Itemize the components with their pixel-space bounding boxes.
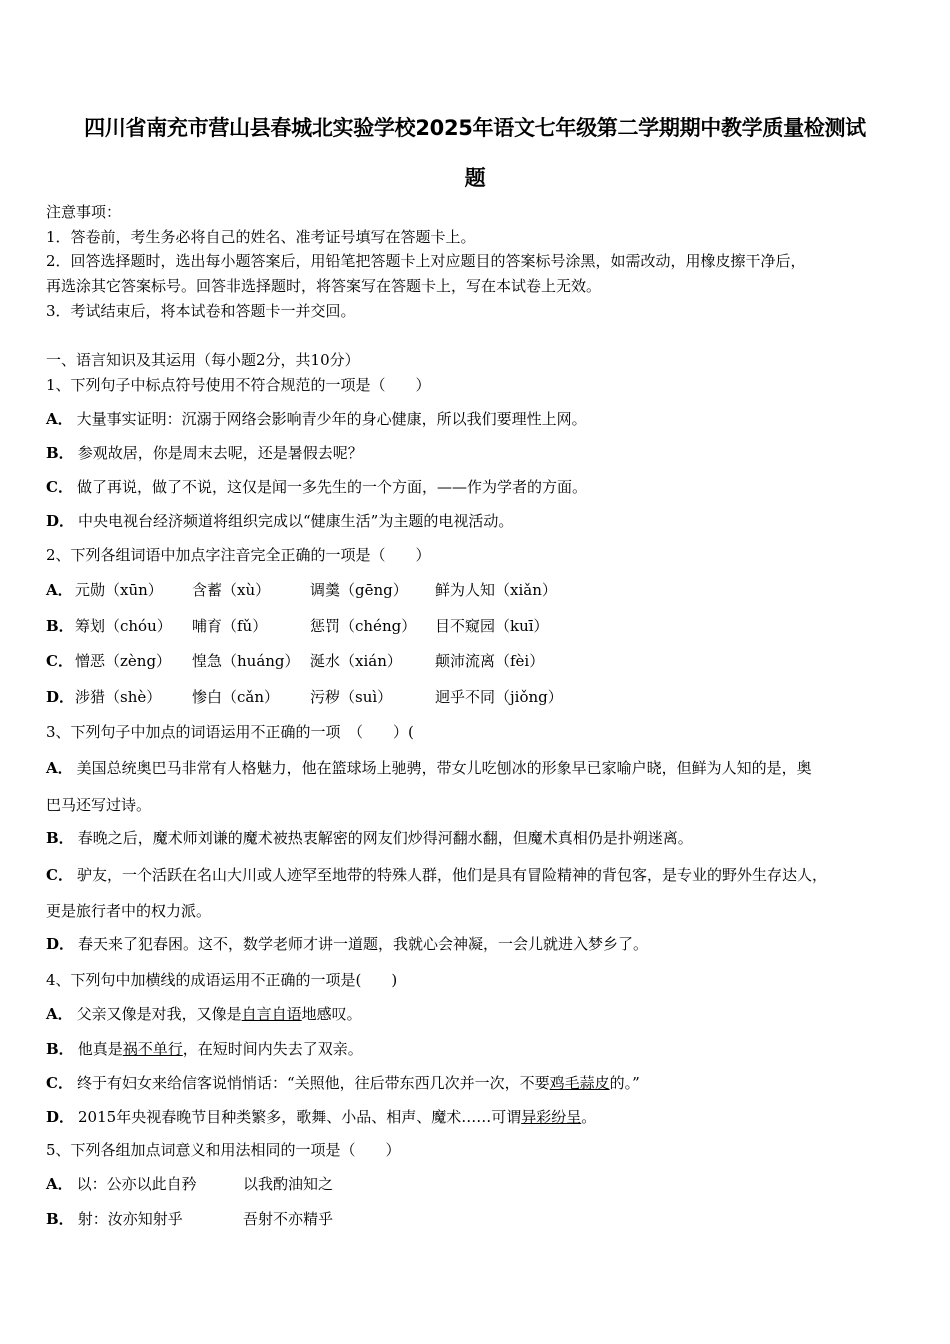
pinyin-item: 惶急（huáng） bbox=[192, 652, 300, 670]
option-label: A． bbox=[46, 759, 73, 777]
pinyin-item: 含蓄（xù） bbox=[192, 581, 271, 599]
option-label: C． bbox=[46, 652, 73, 670]
option-label: C． bbox=[46, 866, 73, 884]
option-a bbox=[46, 758, 812, 778]
option-label: D． bbox=[46, 935, 75, 953]
option-label: B． bbox=[46, 617, 74, 635]
question-stem: 1、下列句子中标点符号使用不符合规范的一项是（ ） bbox=[46, 376, 431, 394]
option-label: A． bbox=[46, 1005, 73, 1023]
pinyin-item: 颠沛流离（fèi） bbox=[435, 652, 545, 670]
option-text: 吾射不亦精乎 bbox=[243, 1210, 334, 1228]
option-text: 以我酌油知之 bbox=[243, 1175, 334, 1193]
option-text: 射：汝亦知射乎 bbox=[77, 1210, 183, 1228]
option-text: 春天来了犯春困。这不，数学老师才讲一道题，我就心会神凝，一会儿就进入梦乡了。 bbox=[78, 935, 649, 953]
option-text: ，在短时间内失去了双亲。 bbox=[182, 1040, 363, 1058]
option-text: 以：公亦以此自矜 bbox=[76, 1175, 197, 1193]
section-heading: 一、语言知识及其运用（每小题2分，共10分） bbox=[46, 351, 360, 369]
option-d bbox=[46, 511, 513, 531]
option-text: 春晚之后，魔术师刘谦的魔术被热衷解密的网友们炒得河翻水翻，但魔术真相仍是扑朔迷离。 bbox=[77, 829, 693, 847]
notice-item: 再选涂其它答案标号。回答非选择题时，将答案写在答题卡上，写在本试卷上无效。 bbox=[46, 277, 602, 295]
option-label: B． bbox=[46, 1040, 74, 1058]
pinyin-item: 目不窥园（kuī） bbox=[435, 617, 549, 635]
option-label: B． bbox=[46, 444, 74, 462]
option-text: 参观故居，你是周末去呢，还是暑假去呢？ bbox=[77, 444, 363, 462]
option-label: D． bbox=[46, 512, 75, 530]
option-label: B． bbox=[46, 829, 74, 847]
option-a bbox=[46, 1174, 906, 1194]
pinyin-item: 涉猎（shè） bbox=[75, 688, 162, 706]
option-b bbox=[46, 1209, 906, 1229]
option-label: B． bbox=[46, 1210, 74, 1228]
option-text: 2015年央视春晚节目种类繁多，歌舞、小品、相声、魔术……可谓 bbox=[78, 1108, 522, 1126]
option-c bbox=[46, 1073, 640, 1093]
notice-item: 3．考试结束后，将本试卷和答题卡一并交回。 bbox=[46, 302, 356, 320]
option-text: 父亲又像是对我，又像是 bbox=[76, 1005, 242, 1023]
pinyin-item: 鲜为人知（xiǎn） bbox=[435, 581, 557, 599]
option-text: 做了再说，做了不说，这仅是闻一多先生的一个方面，——作为学者的方面。 bbox=[76, 478, 587, 496]
option-a-cont: 巴马还写过诗。 bbox=[46, 796, 152, 814]
underlined-idiom: 祸不单行 bbox=[122, 1040, 183, 1058]
option-label: C． bbox=[46, 478, 73, 496]
underlined-idiom: 异彩纷呈 bbox=[521, 1108, 582, 1126]
option-b bbox=[46, 1039, 363, 1059]
option-label: C． bbox=[46, 1074, 73, 1092]
pinyin-item: 憎恶（zèng） bbox=[75, 652, 172, 670]
option-label: A． bbox=[46, 1175, 73, 1193]
option-text: 。 bbox=[581, 1108, 597, 1126]
option-text: 终于有妇女来给信客说悄悄话：“关照他，往后带东西几次并一次，不要 bbox=[76, 1074, 550, 1092]
option-c bbox=[46, 477, 587, 497]
question-stem: 4、下列句中加横线的成语运用不正确的一项是( ) bbox=[46, 971, 398, 989]
question-stem: 2、下列各组词语中加点字注音完全正确的一项是（ ） bbox=[46, 546, 431, 564]
pinyin-item: 污秽（suì） bbox=[310, 688, 393, 706]
option-text: 美国总统奥巴马非常有人格魅力，他在篮球场上驰骋，带女儿吃刨冰的形象早已家喻户晓，但鲜为人知的是，奥 bbox=[76, 759, 812, 777]
option-text: 他真是 bbox=[77, 1040, 123, 1058]
option-a bbox=[46, 409, 587, 429]
pinyin-item: 迥乎不同（jiǒng） bbox=[435, 688, 563, 706]
option-c bbox=[46, 865, 827, 885]
notice-heading: 注意事项： bbox=[46, 203, 122, 221]
pinyin-item: 惩罚（chéng） bbox=[310, 617, 417, 635]
page-title-cont: 题 bbox=[464, 166, 486, 190]
option-d bbox=[46, 934, 648, 954]
option-text: 驴友，一个活跃在名山大川或人迹罕至地带的特殊人群，他们是具有冒险精神的背包客，是专业的野外生存达人， bbox=[76, 866, 827, 884]
option-b bbox=[46, 828, 693, 848]
option-label: A． bbox=[46, 581, 73, 599]
notice-item: 1．答卷前，考生务必将自己的姓名、准考证号填写在答题卡上。 bbox=[46, 228, 476, 246]
option-a bbox=[46, 1004, 362, 1024]
notice-item: 2．回答选择题时，选出每小题答案后，用铅笔把答题卡上对应题目的答案标号涂黑，如需改动，用橡皮擦干净后， bbox=[46, 252, 806, 270]
option-text: 地感叹。 bbox=[301, 1005, 362, 1023]
underlined-idiom: 鸡毛蒜皮 bbox=[549, 1074, 610, 1092]
option-label: D． bbox=[46, 1108, 75, 1126]
option-c-cont: 更是旅行者中的权力派。 bbox=[46, 902, 212, 920]
option-text: 的。” bbox=[609, 1074, 640, 1092]
pinyin-item: 涎水（xián） bbox=[310, 652, 402, 670]
page-title: 四川省南充市营山县春城北实验学校2025年语文七年级第二学期期中教学质量检测试 bbox=[84, 116, 866, 140]
option-label: D． bbox=[46, 688, 75, 706]
question-stem: 5、下列各组加点词意义和用法相同的一项是（ ） bbox=[46, 1141, 401, 1159]
pinyin-item: 元勋（xūn） bbox=[75, 581, 163, 599]
option-d bbox=[46, 1107, 596, 1127]
option-label: A． bbox=[46, 410, 73, 428]
option-b bbox=[46, 443, 363, 463]
pinyin-item: 哺育（fǔ） bbox=[192, 617, 268, 635]
option-text: 大量事实证明：沉溺于网络会影响青少年的身心健康，所以我们要理性上网。 bbox=[76, 410, 587, 428]
question-stem: 3、下列句子中加点的词语运用不正确的一项 （ ）( bbox=[46, 723, 414, 741]
underlined-idiom: 自言自语 bbox=[241, 1005, 302, 1023]
pinyin-item: 惨白（cǎn） bbox=[192, 688, 280, 706]
pinyin-item: 筹划（chóu） bbox=[75, 617, 172, 635]
option-text: 中央电视台经济频道将组织完成以“健康生活”为主题的电视活动。 bbox=[78, 512, 514, 530]
pinyin-item: 调羹（gēng） bbox=[310, 581, 408, 599]
